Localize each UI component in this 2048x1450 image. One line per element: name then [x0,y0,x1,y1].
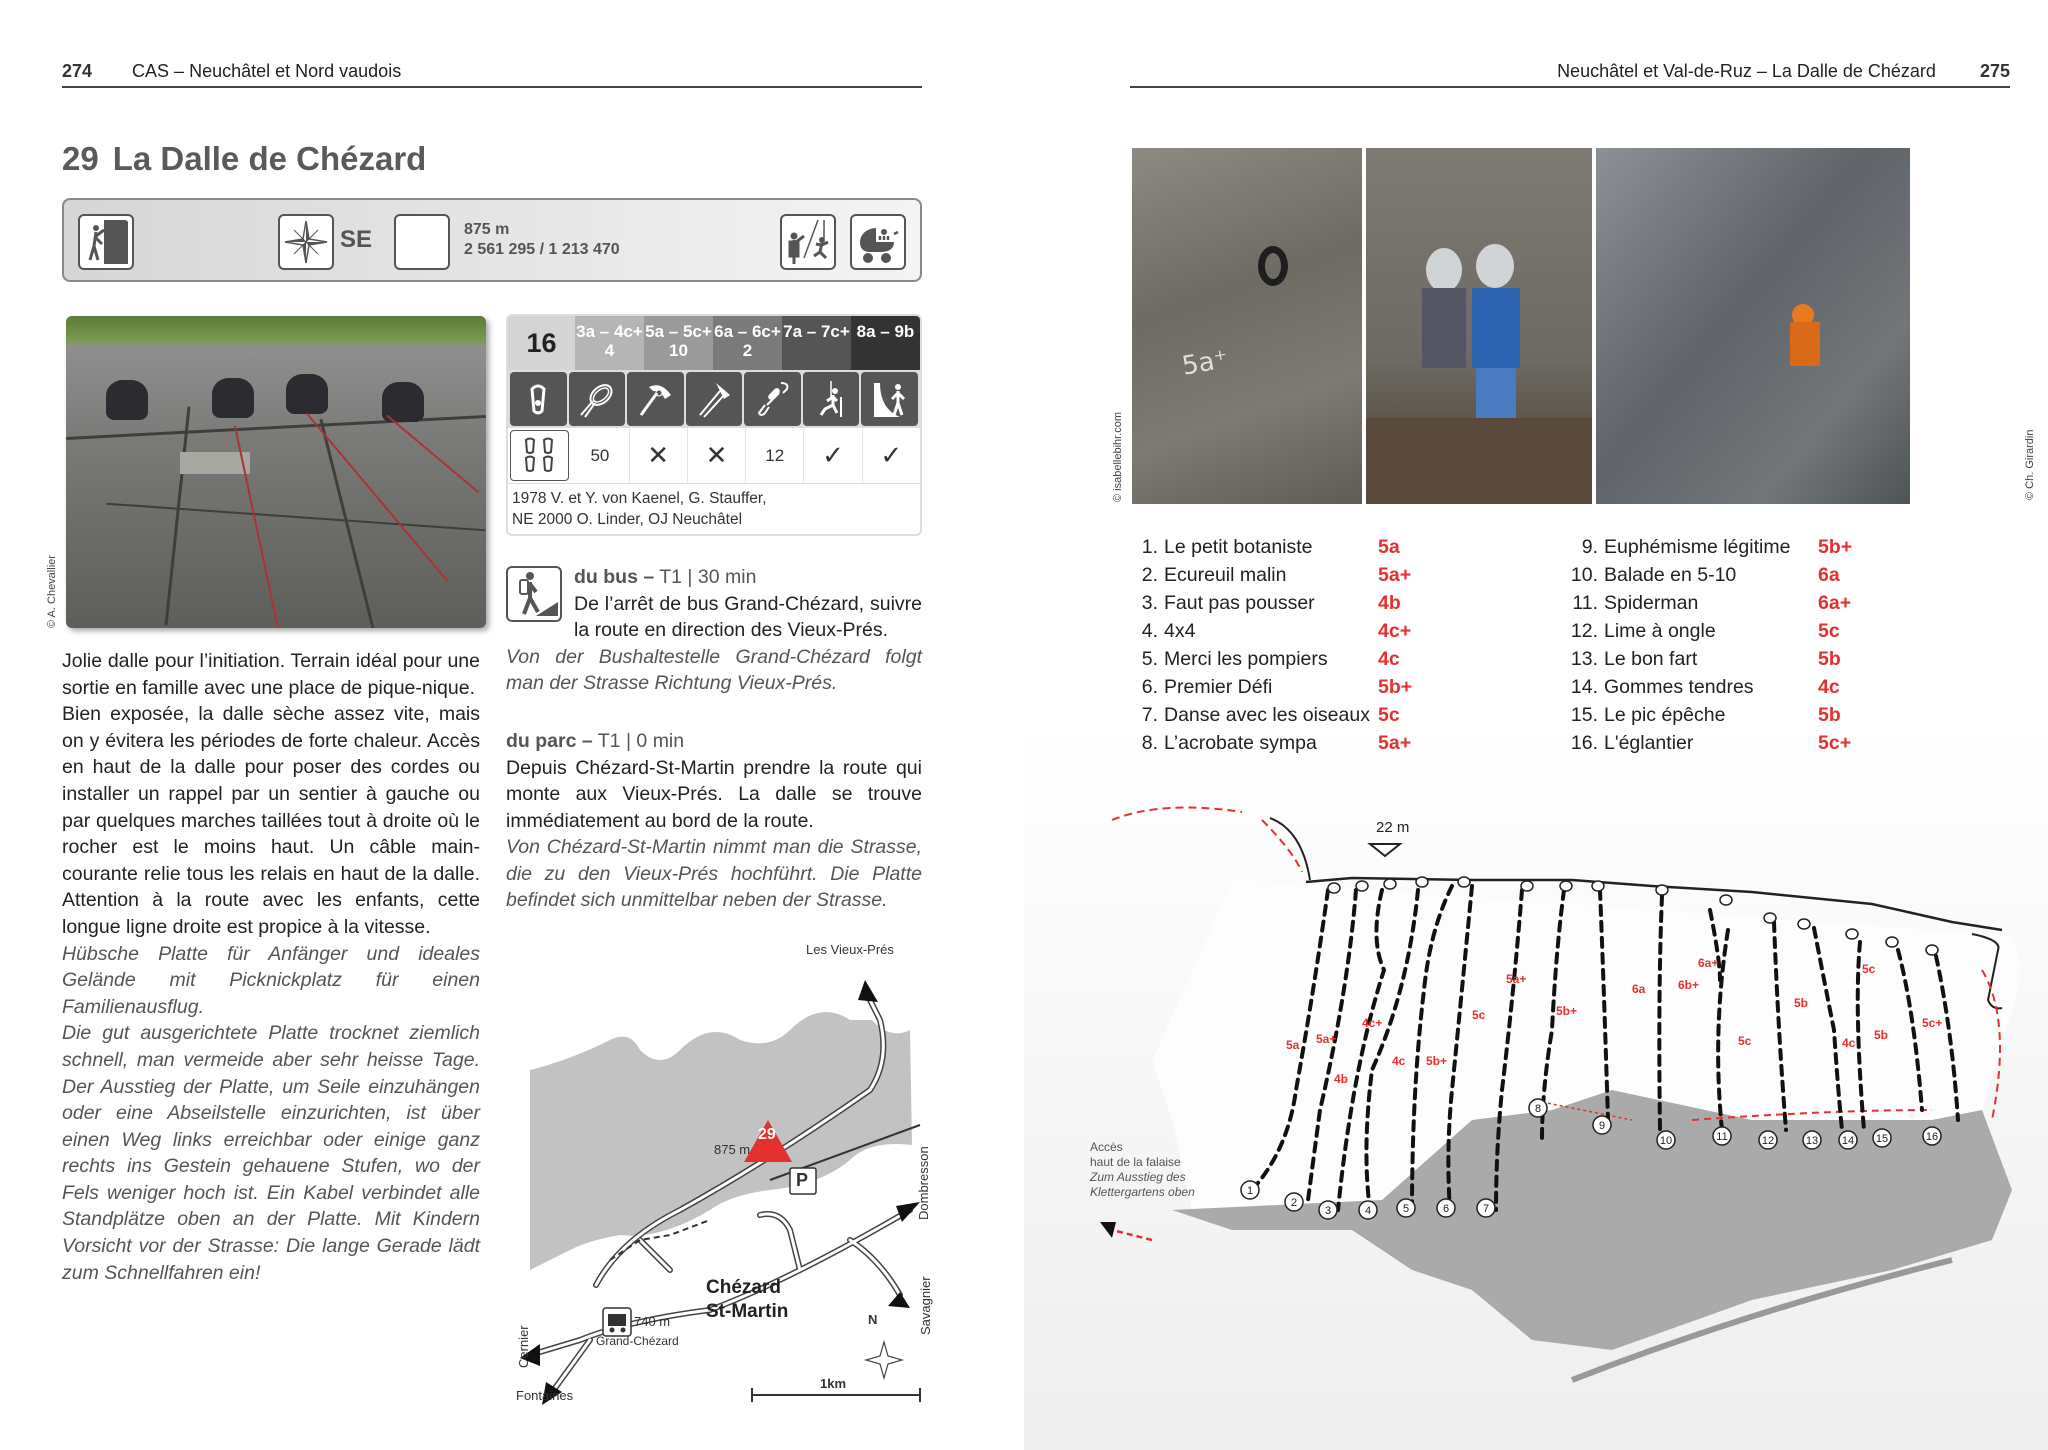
grade-band: 8a – 9b [851,316,920,370]
rope-icon [569,372,626,426]
approach-bus: du bus – T1 | 30 min De l’arrêt de bus Grand-Chézard, suivre la route en direction des Vieux-Prés. Von der Bushaltestelle Grand-Chézard folgt man der Strasse Richtung Vieux-Prés. [506,564,922,697]
grade-band: 6a – 6c+ 2 [713,316,782,370]
route-name: La Dalle de Chézard [112,140,427,177]
photo-credit: © A. Chevallier [46,555,58,628]
svg-text:5: 5 [1402,1203,1410,1215]
compass-rose-icon [278,214,334,270]
topo-grade: 5a+ [1316,1032,1337,1046]
route-row: 2. Ecureuil malin 5a+ [1141,564,1412,586]
topo-grade: 5a [1286,1038,1300,1052]
map-label-bus-stop: Grand-Chézard [596,1334,679,1348]
running-head-title: CAS – Neuchâtel et Nord vaudois [132,61,402,81]
topo-grade: 5b [1794,996,1809,1010]
rope-length-value: 50 [571,428,629,483]
approach-park-de: Von Chézard-St-Martin nimmt man die Strasse, die zu den Vieux-Prés hochführt. Die Platte befindet sich unmittelbar neben der Strasse. [506,836,922,911]
svg-text:7: 7 [1482,1203,1490,1215]
right-page [1024,0,2048,1450]
grade-gear-table [506,314,922,536]
route-title [62,140,426,178]
gear-values-row [508,428,920,484]
route-row: 1. Le petit botaniste 5a [1141,536,1400,558]
family-climbing-icon [780,214,836,270]
map-label-vieux-pres: Les Vieux-Prés [806,942,894,957]
climber-figure [106,380,148,420]
page-number: 274 [62,61,93,81]
photo-credit-left: © isabellebihr.com [1112,411,1124,502]
map-town-label: Chézard St-Martin [706,1277,789,1322]
svg-text:14: 14 [1841,1135,1855,1147]
parking-icon: P [796,1170,809,1190]
child-belay-icon [803,372,860,426]
bolt-hanger-icon [510,372,567,426]
map-label-bus-altitude: 740 m [634,1314,671,1329]
photo-credit-right: © Ch. Girardin [2024,429,2036,500]
approach-bus-de: Von der Bushaltestelle Grand-Chézard folgt man der Strasse Richtung Vieux-Prés. [506,645,922,694]
topo-grade: 4b [1334,1072,1349,1086]
svg-text:15: 15 [1875,1133,1889,1145]
svg-text:4: 4 [1364,1205,1372,1217]
nut-tool-icon [686,372,743,426]
quickdraws-value: 12 [746,428,804,483]
crag-topo-drawing [1052,790,2022,1430]
child-suitable-value: ✓ [804,428,862,483]
route-row: 3. Faut pas pousser 4b [1141,592,1401,614]
topo-grade: 4c [1842,1036,1856,1050]
crag-marker: 29 [758,1126,776,1143]
svg-text:16: 16 [1925,1131,1939,1143]
running-head-right [1130,60,2010,88]
svg-text:10: 10 [1659,1135,1673,1147]
quickdraw-icon [744,372,801,426]
tire-object [1258,246,1288,286]
map-label-crag-altitude: 875 m [714,1142,751,1157]
topo-grade: 5b+ [1556,1004,1578,1018]
location-meta [464,220,620,260]
photo-children-climbing [1366,148,1592,504]
topo-grade: 5c [1738,1034,1752,1048]
photo-solo-climber [1596,148,1910,504]
approach-park-fr: Depuis Chézard-St-Martin prendre la route qui monte aux Vieux-Prés. La dalle se trouve immédiatement au bord de la route. [506,756,922,832]
description [62,648,480,1286]
topo-grade: 6a [1632,982,1646,996]
svg-text:9: 9 [1598,1120,1606,1132]
svg-text:12: 12 [1761,1135,1775,1147]
route-row: 15. Le pic épêche 5b [1570,704,1841,726]
topo-grade: 5a+ [1506,972,1527,986]
map-label-dombresson: Dombresson [916,1146,931,1220]
route-count: 16 [508,316,575,370]
page-number: 275 [1979,61,2010,81]
crag-photo-climbers [66,316,486,628]
approach-parking: du parc – T1 | 0 min Depuis Chézard-St-Martin prendre la route qui monte aux Vieux-Prés. La dalle se trouve immédiatement au bord de la route. Von Chézard-St-Martin nimmt man die Strasse, die zu den Vieux-Prés hochführt. Die Platte befindet sich unmittelbar neben der Strasse. [506,728,922,914]
description-fr-1: Jolie dalle pour l’initiation. Terrain idéal pour une sortie en famille avec une place de pique-nique. [62,650,480,699]
topo-grade: 5c [1862,962,1876,976]
photo-strip [1132,148,1910,504]
map-label-fontaines: Fontaines [516,1388,574,1403]
route-row: 6. Premier Défi 5b+ [1141,676,1413,698]
map-label-savagnier: Savagnier [918,1276,933,1335]
route-row: 12. Lime à ongle 5c [1570,620,1840,642]
north-arrow-label: N [868,1312,878,1327]
map-label-cernier: Cernier [516,1325,531,1368]
description-fr-2: Bien exposée, la dalle sèche assez vite, mais on y évitera les périodes de forte chaleur. Accès en haut de la dalle pour poser des cordes ou installer un rappel par un sentier à gauche ou par quelques marches taillées tout à droite où le rocher est le moins haut. Un câble main-courante relie tous les relais en haut de la dalle. Attention à la route avec les enfants, cette longue ligne droite est propice à la vitesse. [62,703,480,938]
route-row: 7. Danse avec les oiseaux 5c [1141,704,1400,726]
first-ascent: 1978 V. et Y. von Kaenel, G. Stauffer, NE 2000 O. Linder, OJ Neuchâtel [512,490,767,528]
route-number: 29 [62,140,99,177]
topo-grade: 5c+ [1922,1016,1943,1030]
description-de-2: Die gut ausgerichtete Platte trocknet ziemlich schnell, man vermeide aber sehr heisse Tage. Der Ausstieg der Platte, um Seile einzuhängen oder eine Abseilstelle einzurichten, ist über einen Weg links erreichbar oder einige ganz rechts ins Gestein gehauene Stufen, wo der Fels weniger hoch ist. Ein Kabel verbindet alle Standplätze oben an der Platte. Mit Kindern Vorsicht vor der Strasse: Die lange Gerade lädt zum Schnellfahren ein! [62,1022,480,1284]
climber-figure [286,374,328,414]
route-row: 16. L'églantier 5c+ [1570,732,1852,754]
topo-grade: 5b [1874,1028,1889,1042]
route-row: 5. Merci les pompiers 4c [1141,648,1400,670]
route-row: 14. Gommes tendres 4c [1570,676,1840,698]
route-row: 9. Euphémisme légitime 5b+ [1581,536,1853,558]
route-list-1 [1136,533,1412,757]
grade-band: 5a – 5c+ 10 [644,316,713,370]
route-row: 8. L’acrobate sympa 5a+ [1141,732,1412,754]
route-list-2 [1564,533,1852,757]
running-head-title: Neuchâtel et Val-de-Ruz – La Dalle de Chézard [1557,61,1936,81]
topo-grade: 4c+ [1362,1016,1383,1030]
crag-height: 22 m [1376,819,1410,836]
running-head-left [62,60,922,88]
svg-text:6: 6 [1442,1203,1450,1215]
topo-grade: 4c [1392,1054,1406,1068]
nuts-value: ✕ [688,428,746,483]
gear-icons-row [508,370,920,428]
stroller-icon [850,214,906,270]
photo-wall-grade-mark: 5a⁺ [1132,148,1362,504]
route-row: 11. Spiderman 6a+ [1572,592,1852,614]
altitude: 875 m [464,221,510,238]
helmet-value: ✕ [630,428,688,483]
grade-band: 3a – 4c+ 4 [575,316,644,370]
svg-text:11: 11 [1716,1131,1728,1143]
svg-text:3: 3 [1324,1205,1332,1217]
access-note: Accès haut de la falaise Zum Ausstieg des Klettergartens oben [1090,1140,1195,1199]
climber-figure [212,378,254,418]
climbing-wall-icon [78,214,134,270]
topo-grade: 6b+ [1678,978,1700,992]
approach-walk-icon [861,372,918,426]
ice-axe-helmet-icon [627,372,684,426]
svg-text:2: 2 [1290,1197,1298,1209]
svg-text:13: 13 [1805,1135,1819,1147]
approach-bus-fr: De l’arrêt de bus Grand-Chézard, suivre la route en direction des Vieux-Prés. [574,592,922,641]
svg-text:1: 1 [1246,1185,1254,1197]
info-bar [62,198,922,282]
approach-map [510,940,950,1410]
topo-grade: 5c [1472,1008,1486,1022]
blank-icon [394,214,450,270]
topo-grade: 6a+ [1698,956,1719,970]
four-bolts-icon [510,430,569,481]
grade-band: 7a – 7c+ [782,316,851,370]
grade-distribution [508,316,920,370]
map-scale-label: 1km [820,1376,847,1391]
orientation: SE [340,226,373,253]
route-row: 4. 4x4 4c+ [1141,620,1412,642]
coordinates: 2 561 295 / 1 213 470 [464,241,620,258]
topo-grade: 5b+ [1426,1054,1448,1068]
svg-text:8: 8 [1534,1103,1542,1115]
approach-value: ✓ [880,440,903,470]
description-de-1: Hübsche Platte für Anfänger und ideales Gelände mit Picknickplatz für einen Familienausflug. [62,942,480,1018]
hiker-icon [506,566,562,622]
route-row: 10. Balade en 5-10 6a [1570,564,1840,586]
route-row: 13. Le bon fart 5b [1570,648,1841,670]
